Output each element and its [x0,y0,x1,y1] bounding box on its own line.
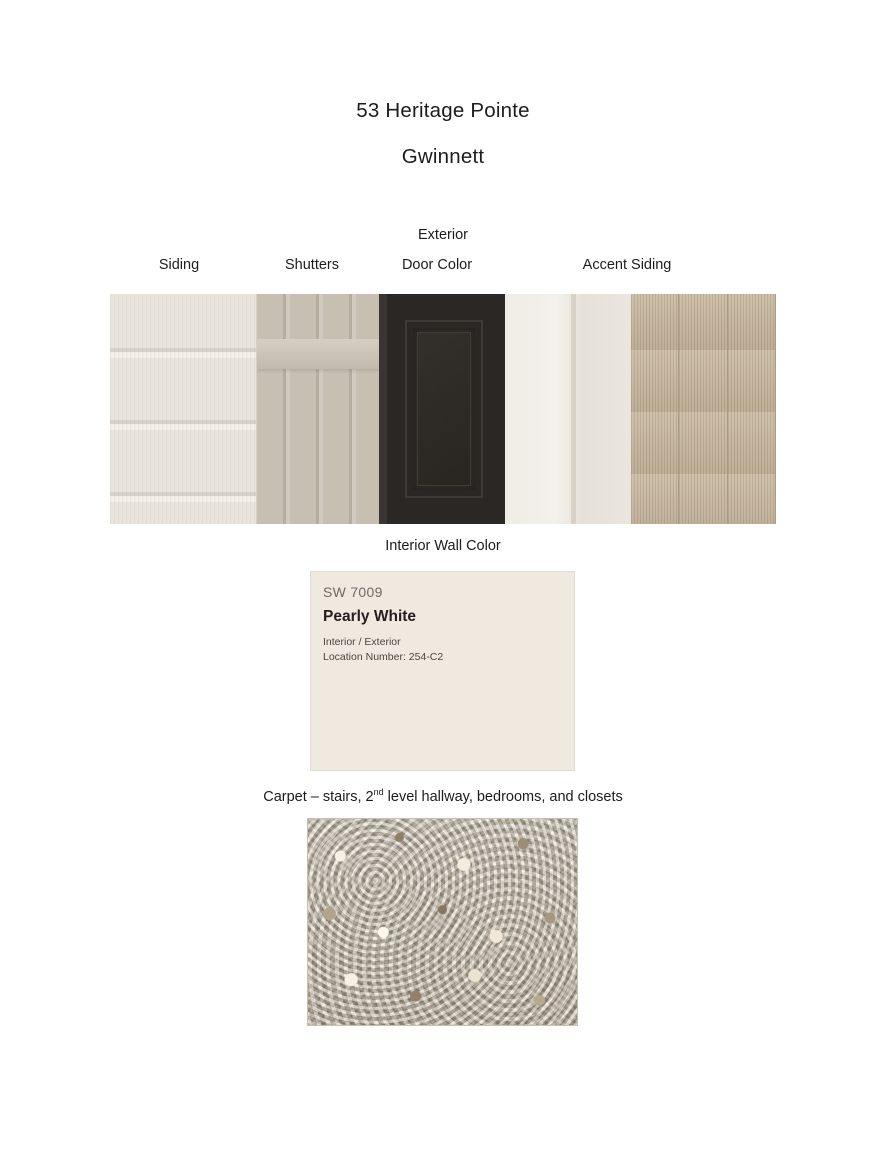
page-title: 53 Heritage Pointe [356,99,530,122]
swatch-siding [110,294,257,524]
shake [679,412,727,474]
carpet-heading-before: Carpet – stairs, 2 [263,788,374,805]
carpet-heading [0,787,886,805]
shake [728,294,776,350]
carpet-swatch [308,819,577,1025]
shake [679,474,727,524]
paint-usage: Interior / Exterior [323,636,401,648]
shake [631,412,679,474]
shake [631,294,679,350]
shake-row [631,294,776,352]
label-door-color: Door Color [401,257,473,274]
shake-row [631,412,776,476]
carpet-heading-after: level hallway, bedrooms, and closets [383,788,623,805]
label-siding: Siding [158,257,200,274]
shake [631,474,679,524]
carpet-fiber-texture [308,819,577,1025]
swatch-accent-siding [631,294,776,524]
swatch-trim [505,294,631,524]
paint-location-number: Location Number: 254-C2 [323,651,444,663]
shake [679,350,727,412]
carpet-heading-ordinal: nd [373,787,384,797]
paint-name: Pearly White [323,608,417,625]
title-block [0,0,886,169]
paint-code: SW 7009 [323,584,383,600]
shake [679,294,727,350]
door-edge [379,294,387,524]
paint-chip-swatch [310,571,575,771]
shake [728,474,776,524]
swatch-shutters [257,294,379,524]
exterior-swatch-strip [110,294,776,524]
shake [631,350,679,412]
door-panel [405,320,483,498]
page-subtitle: Gwinnett [401,144,485,168]
shake [728,412,776,474]
label-accent-siding: Accent Siding [582,257,672,274]
shake-row [631,474,776,524]
label-shutters: Shutters [285,257,339,274]
shutter-batten [257,339,379,369]
shake [728,350,776,412]
exterior-section-heading: Exterior [418,227,468,244]
exterior-swatch-labels [0,257,886,283]
swatch-door-color [379,294,505,524]
shake-row [631,350,776,414]
interior-wall-color-heading: Interior Wall Color [385,538,501,554]
